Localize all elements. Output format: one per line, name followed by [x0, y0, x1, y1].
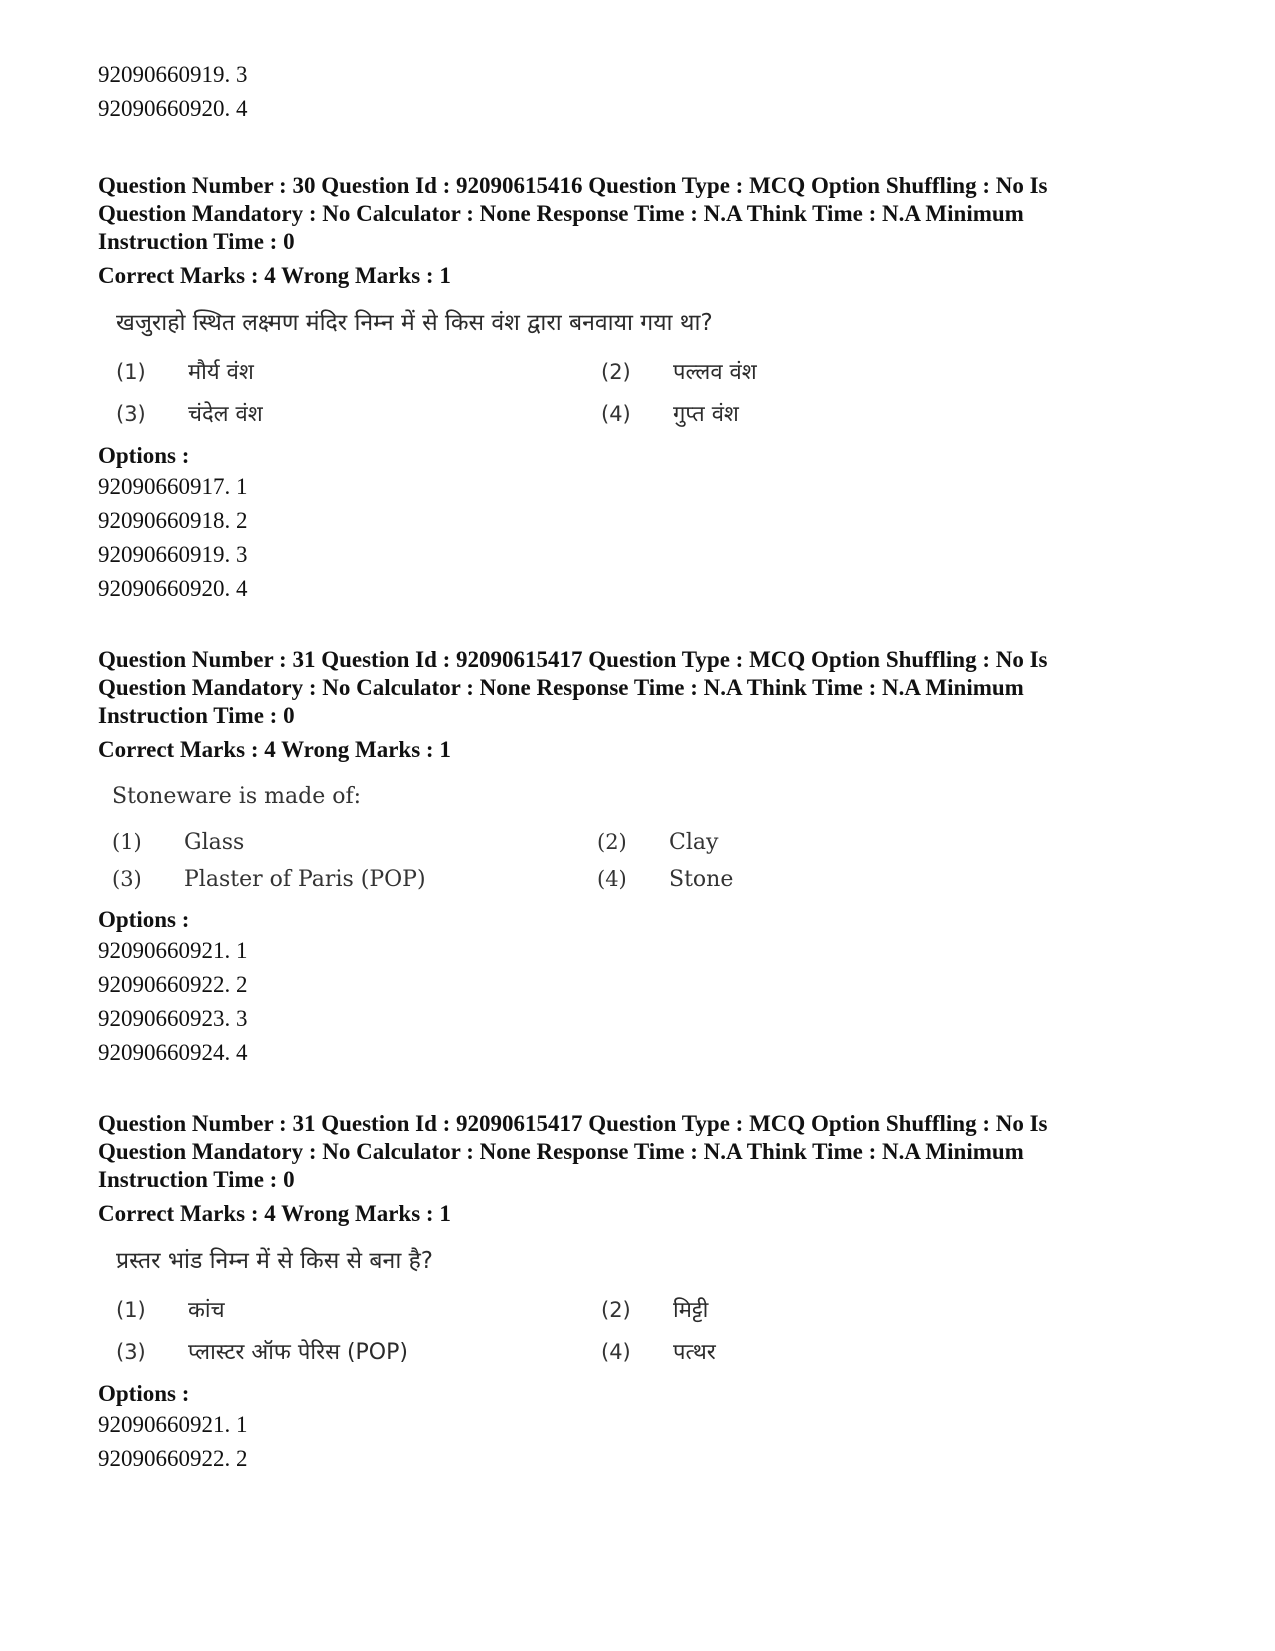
header-line: Instruction Time : 0 — [98, 229, 295, 254]
option-id: 92090660919. 3 — [98, 62, 248, 87]
header-line: Question Number : 31 Question Id : 92090615417 Question Type : MCQ Option Shuffling : No Is — [98, 647, 1048, 672]
choice-4 — [597, 867, 797, 892]
choice-1 — [112, 830, 597, 855]
choice-number: (3) — [112, 867, 142, 891]
choice-number: (1) — [116, 1298, 146, 1322]
option-id: 92090660919. 3 — [98, 542, 248, 567]
header-line: Question Number : 30 Question Id : 92090615416 Question Type : MCQ Option Shuffling : No Is — [98, 173, 1048, 198]
choice-text: Clay — [669, 830, 719, 855]
choices-grid — [112, 830, 812, 892]
option-id: 92090660921. 1 — [98, 938, 248, 963]
question-image — [116, 1246, 816, 1366]
choice-4 — [601, 1336, 801, 1366]
choice-text: प्लास्टर ऑफ पेरिस (POP) — [188, 1340, 408, 1365]
choice-text: पत्थर — [673, 1340, 716, 1365]
header-line: Question Number : 31 Question Id : 92090615417 Question Type : MCQ Option Shuffling : No Is — [98, 1111, 1048, 1136]
choice-text: कांच — [188, 1298, 225, 1323]
options-list — [98, 1408, 1178, 1476]
choice-text: मिट्टी — [673, 1298, 709, 1323]
choice-number: (3) — [116, 402, 146, 426]
choice-4 — [601, 398, 801, 428]
choice-1 — [116, 356, 601, 386]
question-text: Stoneware is made of: — [112, 784, 362, 809]
header-line: Question Mandatory : No Calculator : None Response Time : N.A Think Time : N.A Minimum — [98, 1139, 1024, 1164]
options-list — [98, 934, 1178, 1070]
question-image — [116, 308, 816, 428]
question-30-block — [98, 172, 1178, 606]
choice-1 — [116, 1294, 601, 1324]
choice-number: (4) — [601, 402, 631, 426]
header-line: Instruction Time : 0 — [98, 703, 295, 728]
header-line: Question Mandatory : No Calculator : None Response Time : N.A Think Time : N.A Minimum — [98, 201, 1024, 226]
choice-number: (3) — [116, 1340, 146, 1364]
choices-grid — [116, 356, 816, 428]
choice-number: (2) — [601, 1298, 631, 1322]
options-label: Options : — [98, 1381, 190, 1406]
exam-page — [98, 58, 1178, 1476]
option-id: 92090660921. 1 — [98, 1412, 248, 1437]
marks-line: Correct Marks : 4 Wrong Marks : 1 — [98, 737, 451, 762]
choice-number: (4) — [597, 867, 627, 891]
choice-3 — [116, 398, 601, 428]
choice-text: गुप्त वंश — [673, 402, 739, 427]
question-header — [98, 172, 1178, 256]
option-id: 92090660918. 2 — [98, 508, 248, 533]
choice-3 — [116, 1336, 601, 1366]
marks-line: Correct Marks : 4 Wrong Marks : 1 — [98, 263, 451, 288]
choice-text: Plaster of Paris (POP) — [184, 867, 426, 892]
header-line: Instruction Time : 0 — [98, 1167, 295, 1192]
question-31-en-block — [98, 646, 1178, 1070]
choice-number: (4) — [601, 1340, 631, 1364]
choice-text: चंदेल वंश — [188, 402, 263, 427]
choice-number: (1) — [116, 360, 146, 384]
choice-text: Stone — [669, 867, 734, 892]
options-label: Options : — [98, 907, 190, 932]
question-text: खजुराहो स्थित लक्ष्मण मंदिर निम्न में से किस वंश द्वारा बनवाया गया था? — [116, 310, 713, 336]
option-id: 92090660917. 1 — [98, 474, 248, 499]
option-id: 92090660923. 3 — [98, 1006, 248, 1031]
top-options-list — [98, 58, 1178, 126]
question-31-hi-block — [98, 1110, 1178, 1476]
header-line: Question Mandatory : No Calculator : None Response Time : N.A Think Time : N.A Minimum — [98, 675, 1024, 700]
choice-2 — [601, 356, 801, 386]
question-header — [98, 1110, 1178, 1194]
option-id: 92090660922. 2 — [98, 972, 248, 997]
marks-line: Correct Marks : 4 Wrong Marks : 1 — [98, 1201, 451, 1226]
choice-text: Glass — [184, 830, 245, 855]
choice-number: (2) — [601, 360, 631, 384]
options-list — [98, 470, 1178, 606]
choice-text: पल्लव वंश — [673, 360, 757, 385]
choice-2 — [597, 830, 797, 855]
choice-3 — [112, 867, 597, 892]
choice-text: मौर्य वंश — [188, 360, 254, 385]
choice-number: (2) — [597, 830, 627, 854]
option-id: 92090660920. 4 — [98, 96, 248, 121]
choice-2 — [601, 1294, 801, 1324]
question-header — [98, 646, 1178, 730]
option-id: 92090660922. 2 — [98, 1446, 248, 1471]
question-text: प्रस्तर भांड निम्न में से किस से बना है? — [116, 1248, 434, 1274]
choices-grid — [116, 1294, 816, 1366]
question-image — [112, 782, 812, 892]
option-id: 92090660924. 4 — [98, 1040, 248, 1065]
option-id: 92090660920. 4 — [98, 576, 248, 601]
options-label: Options : — [98, 443, 190, 468]
choice-number: (1) — [112, 830, 142, 854]
